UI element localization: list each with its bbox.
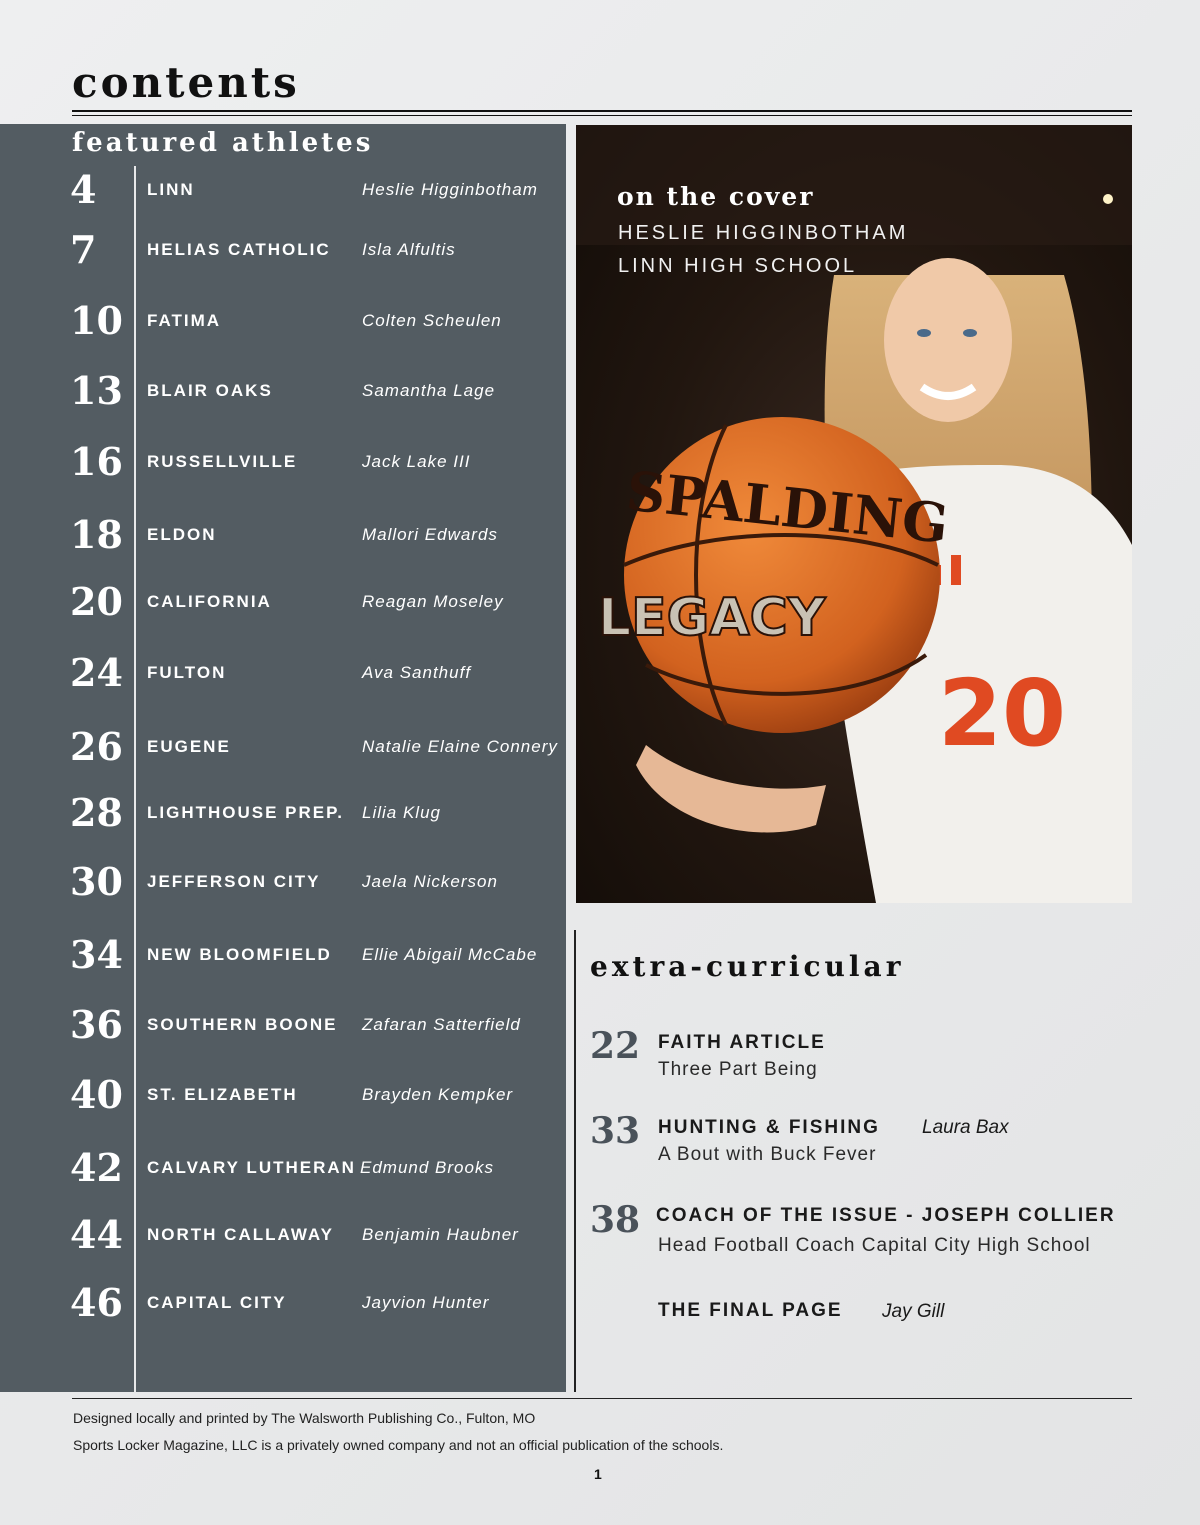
toc-entry[interactable]: [0, 1278, 566, 1328]
toc-entry[interactable]: [0, 1143, 566, 1193]
toc-page-number: 24: [70, 650, 123, 695]
hand: [636, 745, 826, 833]
toc-school: CAPITAL CITY: [147, 1293, 287, 1312]
toc-entry[interactable]: [0, 437, 566, 487]
toc-page-number: 4: [70, 167, 97, 212]
toc-athlete: Benjamin Haubner: [362, 1225, 519, 1244]
extra-heading: THE FINAL PAGE: [658, 1300, 843, 1321]
toc-school: FATIMA: [147, 311, 222, 330]
toc-entry[interactable]: [0, 1210, 566, 1260]
ball-brand: SPALDING: [623, 458, 952, 556]
toc-athlete: Isla Alfultis: [362, 240, 456, 259]
extra-divider: [574, 930, 576, 1392]
toc-entry[interactable]: [0, 857, 566, 907]
footer-rule: [72, 1398, 1132, 1399]
footer-disclaimer: Sports Locker Magazine, LLC is a privately owned company and not an official publication of the schools.: [73, 1437, 724, 1453]
toc-athlete: Heslie Higginbotham: [362, 180, 538, 199]
toc-athlete: Brayden Kempker: [362, 1085, 514, 1104]
toc-school: JEFFERSON CITY: [147, 872, 321, 891]
extra-subtitle: A Bout with Buck Fever: [658, 1144, 877, 1165]
page-number: 1: [594, 1466, 602, 1482]
toc-athlete: Zafaran Satterfield: [362, 1015, 521, 1034]
toc-school: CALVARY LUTHERAN: [147, 1158, 356, 1177]
toc-school: NEW BLOOMFIELD: [147, 945, 332, 964]
toc-page-number: 44: [70, 1212, 123, 1257]
toc-entry[interactable]: [0, 225, 566, 275]
toc-school: EUGENE: [147, 737, 231, 756]
extra-subtitle: Head Football Coach Capital City High School: [658, 1235, 1091, 1256]
toc-athlete: Reagan Moseley: [362, 592, 504, 611]
toc-page-number: 36: [70, 1002, 123, 1047]
toc-school: BLAIR OAKS: [147, 381, 273, 400]
cover-heading: on the cover: [617, 182, 815, 211]
toc-athlete: Jack Lake III: [362, 452, 471, 471]
extra-heading: COACH OF THE ISSUE - JOSEPH COLLIER: [656, 1205, 1116, 1226]
toc-page-number: 42: [70, 1145, 123, 1190]
eye-right: [963, 329, 977, 337]
page-title: contents: [72, 58, 300, 107]
toc-entry[interactable]: [0, 788, 566, 838]
toc-school: ELDON: [147, 525, 217, 544]
toc-page-number: 40: [70, 1072, 123, 1117]
toc-entry[interactable]: [0, 648, 566, 698]
gym-light: [1103, 194, 1113, 204]
toc-athlete: Colten Scheulen: [362, 311, 502, 330]
toc-entry[interactable]: [0, 510, 566, 560]
toc-school: CALIFORNIA: [147, 592, 272, 611]
toc-school: ST. ELIZABETH: [147, 1085, 298, 1104]
toc-school: SOUTHERN BOONE: [147, 1015, 338, 1034]
toc-athlete: Jaela Nickerson: [362, 872, 498, 891]
featured-divider: [134, 166, 136, 1392]
featured-athletes-heading: featured athletes: [72, 128, 374, 158]
toc-entry[interactable]: [0, 722, 566, 772]
toc-page-number: 18: [70, 512, 123, 557]
toc-school: NORTH CALLAWAY: [147, 1225, 334, 1244]
extra-heading: FAITH ARTICLE: [658, 1032, 826, 1053]
toc-page-number: 13: [70, 368, 123, 413]
toc-entry[interactable]: [0, 366, 566, 416]
title-rule: [72, 110, 1132, 112]
cover-athlete-name: HESLIE HIGGINBOTHAM: [618, 222, 909, 244]
toc-athlete: Natalie Elaine Connery: [362, 737, 558, 756]
footer-credit: Designed locally and printed by The Walsworth Publishing Co., Fulton, MO: [73, 1410, 536, 1426]
toc-page-number: 30: [70, 859, 123, 904]
extra-page-number: 38: [590, 1199, 641, 1241]
toc-athlete: Lilia Klug: [362, 803, 441, 822]
toc-athlete: Samantha Lage: [362, 381, 496, 400]
toc-page-number: 20: [70, 579, 123, 624]
toc-school: FULTON: [147, 663, 227, 682]
toc-entry[interactable]: [0, 930, 566, 980]
extra-author: Jay Gill: [882, 1301, 945, 1322]
toc-page-number: 46: [70, 1280, 123, 1325]
extra-author: Laura Bax: [922, 1117, 1009, 1138]
toc-athlete: Ava Santhuff: [362, 663, 472, 682]
toc-page-number: 26: [70, 724, 123, 769]
toc-entry[interactable]: [0, 165, 566, 215]
jersey-number: 20: [938, 660, 1067, 767]
extra-page-number: 22: [590, 1025, 641, 1067]
eye-left: [917, 329, 931, 337]
toc-athlete: Edmund Brooks: [360, 1158, 494, 1177]
toc-entry[interactable]: [0, 1000, 566, 1050]
toc-entry[interactable]: [0, 577, 566, 627]
extra-curricular-heading: extra-curricular: [590, 950, 905, 983]
toc-page-number: 7: [70, 227, 97, 272]
toc-school: LIGHTHOUSE PREP.: [147, 803, 344, 822]
toc-athlete: Jayvion Hunter: [362, 1293, 490, 1312]
toc-athlete: Mallori Edwards: [362, 525, 498, 544]
cover-school-name: LINN HIGH SCHOOL: [618, 255, 858, 277]
toc-entry[interactable]: [0, 296, 566, 346]
toc-page-number: 34: [70, 932, 123, 977]
extra-page-number: 33: [590, 1110, 641, 1152]
title-rule-thin: [72, 115, 1132, 116]
toc-page-number: 10: [70, 298, 123, 343]
toc-school: LINN: [147, 180, 195, 199]
toc-school: RUSSELLVILLE: [147, 452, 298, 471]
toc-school: HELIAS CATHOLIC: [147, 240, 331, 259]
toc-athlete: Ellie Abigail McCabe: [362, 945, 538, 964]
extra-subtitle: Three Part Being: [658, 1059, 818, 1080]
extra-heading: HUNTING & FISHING: [658, 1117, 880, 1138]
toc-page-number: 28: [70, 790, 123, 835]
toc-entry[interactable]: [0, 1070, 566, 1120]
toc-page-number: 16: [70, 439, 123, 484]
ball-model: LEGACY: [598, 588, 826, 648]
